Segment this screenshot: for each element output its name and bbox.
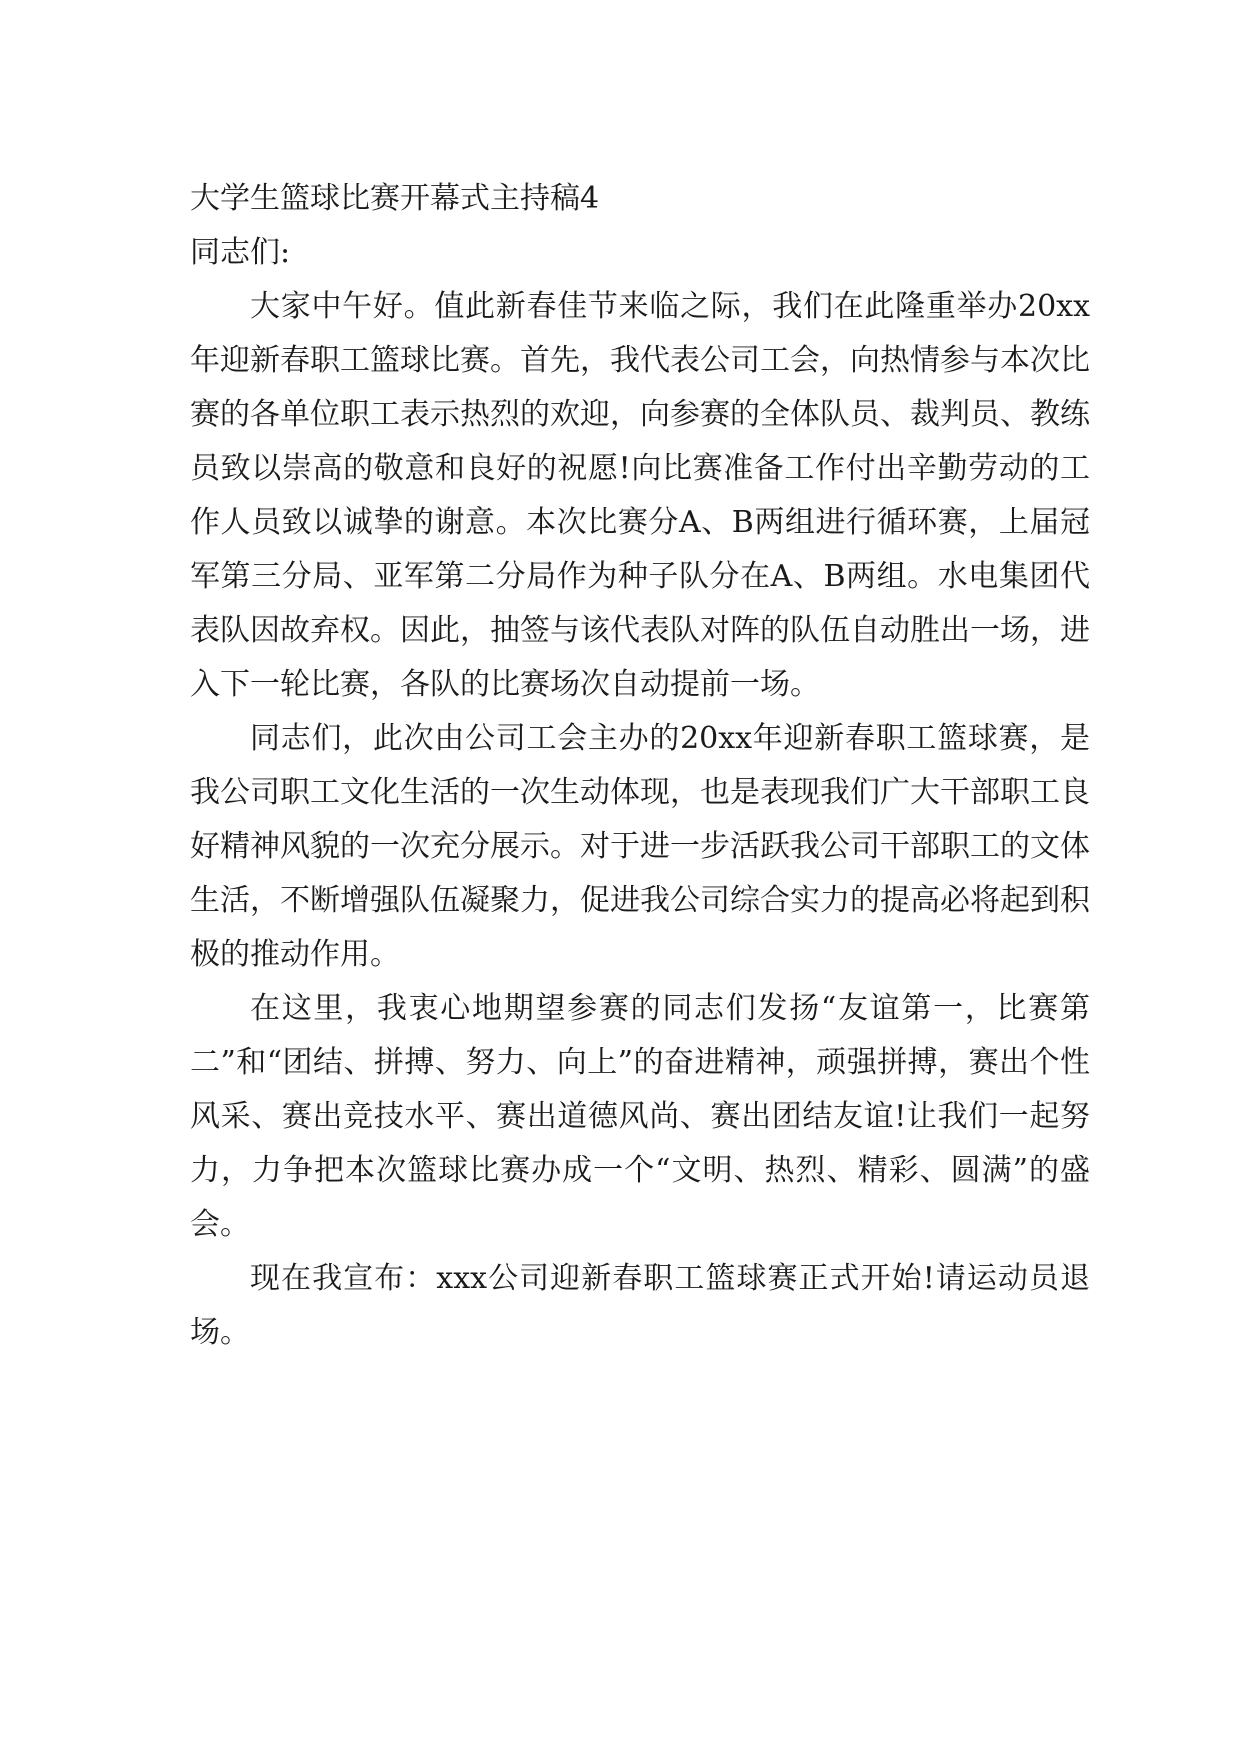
document-body [190,172,1090,1360]
document-title: 大学生篮球比赛开幕式主持稿4 [190,181,600,216]
paragraph-announcement: 现在我宣布：xxx公司迎新春职工篮球赛正式开始!请运动员退场。 [190,1261,1090,1350]
paragraph-significance: 同志们，此次由公司工会主办的20xx年迎新春职工篮球赛，是我公司职工文化生活的一次生动体现，也是表现我们广大干部职工良好精神风貌的一次充分展示。对于进一步活跃我公司干部职工的文体生活，不断增强队伍凝聚力，促进我公司综合实力的提高必将起到积极的推动作用。 [190,721,1090,972]
paragraph-opening: 大家中午好。值此新春佳节来临之际，我们在此隆重举办20xx年迎新春职工篮球比赛。首先，我代表公司工会，向热情参与本次比赛的各单位职工表示热烈的欢迎，向参赛的全体队员、裁判员、教练员致以崇高的敬意和良好的祝愿!向比赛准备工作付出辛勤劳动的工作人员致以诚挚的谢意。本次比赛分A、B两组进行循环赛，上届冠军第三分局、亚军第二分局作为种子队分在A、B两组。水电集团代表队因故弃权。因此，抽签与该代表队对阵的队伍自动胜出一场，进入下一轮比赛，各队的比赛场次自动提前一场。 [190,289,1090,702]
paragraph-expectation: 在这里，我衷心地期望参赛的同志们发扬“友谊第一，比赛第二”和“团结、拼搏、努力、向上”的奋进精神，顽强拼搏，赛出个性风采、赛出竞技水平、赛出道德风尚、赛出团结友谊!让我们一起努力，力争把本次篮球比赛办成一个“文明、热烈、精彩、圆满”的盛会。 [190,991,1090,1242]
greeting-line: 同志们: [190,235,291,270]
